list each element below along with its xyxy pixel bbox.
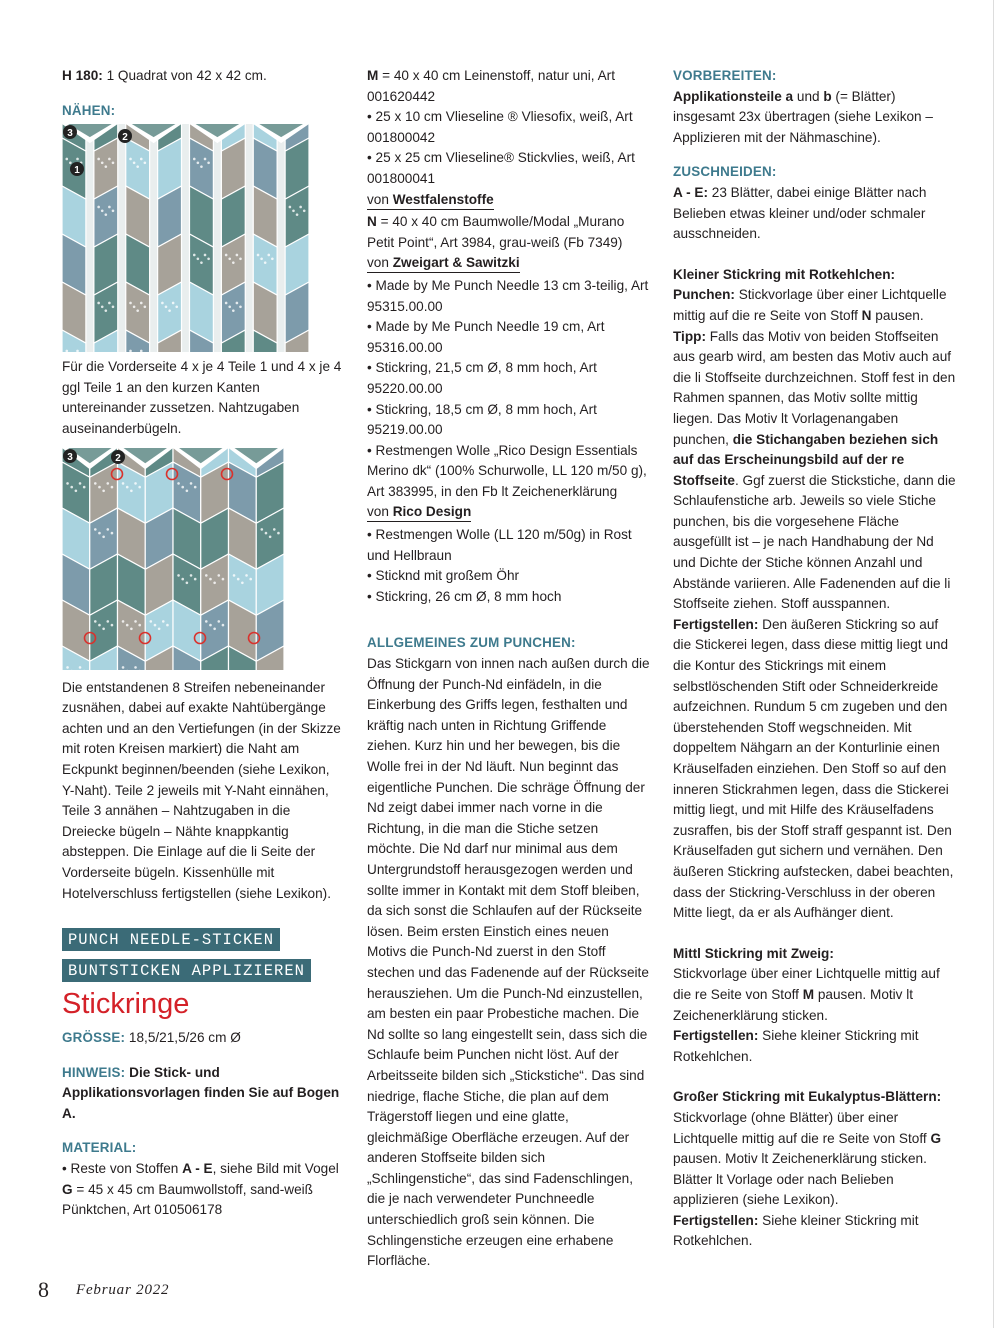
- fabric-dot: [150, 620, 153, 623]
- page-number: 8: [38, 1277, 49, 1302]
- fabric-dot: [66, 666, 69, 669]
- fabric-dot: [136, 310, 139, 313]
- large-ring-finish: Fertigstellen: Siehe kleiner Stickring mit Rotkehlchen.: [673, 1212, 919, 1249]
- fabric-dot: [106, 620, 109, 623]
- naehen-paragraph-2: Die entstandenen 8 Streifen nebeneinander zusnähen, dabei auf exakte Nahtübergänge achten und an den Vertiefungen (in der Skizze mit roten Kreisen markiert) die Naht am Eckpunkt beginnen/beenden (siehe Lexikon, Y-Naht). Teile 2 jeweils mit Y-Naht einnähen, Teile 3 annähen – Nahtzugaben in die Dreiecke bügeln – Nähte knappkantig absteppen. Die Einlage auf die li Seite der Vorderseite bügeln. Kissenhülle mit Hotelverschluss fertigstellen (siehe Lexikon).: [62, 679, 341, 901]
- fabric-dot: [277, 531, 280, 534]
- fabric-dot: [172, 302, 175, 305]
- naehen-heading: NÄHEN:: [62, 102, 116, 118]
- fabric-dot: [161, 302, 164, 305]
- fabric-dot: [197, 162, 200, 165]
- column-middle: [367, 66, 650, 1272]
- fabric-dot: [204, 158, 207, 161]
- fabric-dot: [111, 623, 114, 626]
- supplier-line: von Rico Design: [367, 502, 650, 523]
- fabric-dot: [129, 302, 132, 305]
- fabric-dot: [94, 482, 97, 485]
- fabric-dot: [228, 258, 231, 261]
- fabric-dot: [97, 302, 100, 305]
- fabric-dot: [79, 666, 82, 669]
- fabric-dot: [186, 581, 189, 584]
- fabric-dot: [194, 577, 197, 580]
- category-band-2: BUNTSTICKEN APPLIZIEREN: [62, 959, 344, 982]
- fabric-dot: [126, 623, 129, 626]
- supplier-line: von Westfalenstoffe: [367, 190, 650, 211]
- fabric-dot: [190, 574, 193, 577]
- fabric-dot: [106, 528, 109, 531]
- medium-ring-finish: Fertigstellen: Siehe kleiner Stickring mit Rotkehlchen.: [673, 1028, 919, 1064]
- fabric-dot: [138, 485, 141, 488]
- fabric-dot: [166, 623, 169, 626]
- fabric-dot: [269, 535, 272, 538]
- fabric-dot: [194, 485, 197, 488]
- material-item: • 25 x 25 cm Vlieseline® Stickvlies, weiß, Art 001800041: [367, 148, 650, 189]
- fabric-dot: [197, 258, 200, 261]
- medium-ring-heading: Mittl Stickring mit Zweig:: [673, 945, 834, 961]
- fabric-dot: [190, 482, 193, 485]
- fabric-dot: [111, 485, 114, 488]
- large-ring-heading: Großer Stickring mit Eukalyptus-Blättern:: [673, 1089, 942, 1105]
- fabric-dot: [239, 306, 242, 309]
- fabric-dot: [299, 206, 302, 209]
- fabric-dot: [126, 485, 129, 488]
- fabric-dot: [98, 531, 101, 534]
- svg-text:2: 2: [115, 452, 121, 464]
- fabric-dot: [217, 620, 220, 623]
- fabric-dot: [76, 158, 79, 161]
- fabric-dot: [101, 210, 104, 213]
- material-item: N = 40 x 40 cm Baumwolle/Modal „Murano Petit Point“, Art 3984, grau-weiß (Fb 7349): [367, 214, 625, 250]
- fabric-dot: [217, 574, 220, 577]
- material-item: M = 40 x 40 cm Leinenstoff, natur uni, Art 001620442: [367, 68, 615, 104]
- fabric-dot: [205, 620, 208, 623]
- diagram-marker: [63, 125, 77, 139]
- fabric-dot: [66, 482, 69, 485]
- fabric-dot: [245, 574, 248, 577]
- material-item: • Restmengen Wolle „Rico Design Essentials Merino dk“ (100% Schurwolle, LL 120 m/50 g), Art 383995, in den Fb lt Zeichenerklärung: [367, 441, 650, 503]
- fabric-dot: [130, 489, 133, 492]
- fabric-dot: [257, 254, 260, 257]
- fabric-dot: [296, 214, 299, 217]
- fabric-dot: [200, 166, 203, 169]
- fabric-dot: [177, 574, 180, 577]
- general-punching-heading: ALLGEMEINES ZUM PUNCHEN:: [367, 635, 576, 651]
- fabric-dot: [102, 489, 105, 492]
- fabric-dot: [108, 206, 111, 209]
- fabric-dot: [209, 623, 212, 626]
- fabric-dot: [69, 162, 72, 165]
- fabric-dot: [98, 623, 101, 626]
- fabric-dot: [112, 162, 115, 165]
- fabric-dot: [140, 302, 143, 305]
- small-ring-text: Punchen: Stickvorlage über einer Lichtquelle mittig auf die re Seite von Stoff N pausen. Tipp: Falls das Motiv von beiden Stoffseiten aus gearb wird, am besten das Motiv auch auf die li Stoffseite durchzeichnen. Stoff fest in den Rahmen spannen, das Motiv sollte mittig liegen. Das Motiv lt Vorlagenangaben punchen, die Stichangaben beziehen sich auf das Erscheinungsbild auf der re Stoffseite. Ggf zuerst die Stickstiche, dann die Schlaufenstiche arb. Jeweils so viele Stiche punchen, bis die vorgesehene Fläche ausgefüllt ist – je nach Handhabung der Nd und Dichte der Stiche können Anzahl und Abstände variieren. Alle Fadenenden auf die li Stoffseite ziehen. Stoff ausspannen.: [673, 287, 956, 612]
- medium-ring-text: Stickvorlage über einer Lichtquelle mittig auf die re Seite von Stoff M pausen. Motiv lt Zeichenerklärung sticken.: [673, 966, 940, 1023]
- material-item: G = 45 x 45 cm Baumwollstoff, sand-weiß Pünktchen, Art 010506178: [62, 1181, 313, 1218]
- fabric-dot: [175, 306, 178, 309]
- fabric-dot: [83, 485, 86, 488]
- fabric-dot: [134, 482, 137, 485]
- fabric-dot: [213, 581, 216, 584]
- naehen-paragraph-1: Für die Vorderseite 4 x je 4 Teile 1 und 4 x je 4 ggl Teile 1 an den kurzen Kanten untereinander zussetzen. Nahtzugaben auseinanderbügeln.: [62, 359, 342, 436]
- fabric-dot: [207, 258, 210, 261]
- fabric-dot: [97, 206, 100, 209]
- svg-text:3: 3: [67, 128, 73, 140]
- fabric-dot: [177, 482, 180, 485]
- fabric-dot: [97, 158, 100, 161]
- cutting-text: A - E: 23 Blätter, dabei einige Blätter nach Belieben etwas kleiner und/oder schmaler ausschneiden.: [673, 184, 927, 242]
- fabric-dot: [205, 574, 208, 577]
- sewing-diagram-strips: [62, 124, 309, 352]
- diagram-marker: [70, 162, 84, 176]
- general-punching-text: Das Stickgarn von innen nach außen durch die Öffnung der Punch-Nd einfädeln, in die Einkerbung des Griffs legen, festhalten und kräftig nach unten in Richtung Griffende ziehen. Kurz hin und her bewegen, bis die Wolle frei in der Nd läuft. Nun beginnt das eigentliche Punchen. Die schräge Öffnung der Nd zeigt dabei immer nach vorne in die Richtung, in die man die Stiche setzen möchte. Die Nd darf nur minimal aus dem Untergrundstoff herausgezogen werden und sollte immer in Kontakt mit dem Stoff bleiben, da sich sonst die Schlaufen auf der Rückseite lösen. Beim ersten Einstich eines neuen Motivs die Punch-Nd zuerst in den Stoff stechen und das Fadenende auf der Rückseite herausziehen. Um die Punch-Nd einzustellen, am besten ein paar Probestiche machen. Die Nd sollte so lang eingestellt sein, dass sich die Schlaufe beim Punchen nicht löst. Auf der Arbeitsseite bilden sich „Stickstiche“. Das sind niedrige, flache Stiche, die plan auf dem Trägerstoff liegen und eine glatte, gleichmäßige Oberfläche erzeugen. Auf der anderen Stoffseite bilden sich „Schlingenstiche“, das sind Fadenschlingen, die je nach verwendeter Punchneedle unterschiedlich groß sein können. Die Schlingenstiche erzeugen eine erhabene Florfläche.: [367, 656, 650, 1269]
- fabric-dot: [158, 627, 161, 630]
- category-band-1: PUNCH NEEDLE-STICKEN: [62, 928, 344, 951]
- fabric-dot: [204, 254, 207, 257]
- fabric-dot: [289, 206, 292, 209]
- material-item: • Sticknd mit großem Öhr: [367, 566, 650, 587]
- fabric-dot: [65, 158, 68, 161]
- fabric-dot: [144, 306, 147, 309]
- fabric-dot: [239, 258, 242, 261]
- fabric-dot: [181, 577, 184, 580]
- hint-line: HINWEIS: Die Stick- und Applikationsvorlagen finden Sie auf Bogen A.: [62, 1064, 340, 1121]
- material-item: • Made by Me Punch Needle 19 cm, Art 95316.00.00: [367, 317, 650, 358]
- prepare-text: Applikationsteile a und b (= Blätter) insgesamt 23x übertragen (siehe Lexikon – Applizieren mit der Nähmaschine).: [673, 88, 933, 145]
- material-item: • Made by Me Punch Needle 13 cm 3-teilig, Art 95315.00.00: [367, 276, 650, 317]
- fabric-dot: [122, 620, 125, 623]
- fabric-dot: [102, 535, 105, 538]
- fabric-dot: [165, 306, 168, 309]
- material-item: • Restmengen Wolle (LL 120 m/50g) in Rost und Hellbraun: [367, 525, 650, 566]
- diagram-marker: [118, 129, 132, 143]
- diagram-marker: [111, 450, 125, 464]
- fabric-dot: [222, 623, 225, 626]
- fabric-dot: [108, 158, 111, 161]
- fabric-dot: [181, 485, 184, 488]
- small-ring-finish: Fertigstellen: Den äußeren Stickring so auf die Stickerei legen, dass diese mittig liegt und die Kontur des Stickrings mit einem selbstlöschenden Stift oder Schneiderkreide aufzeichnen. Rundum 5 cm zugeben und den überstehenden Stoff wegschneiden. Mit doppeltem Nähgarn an der Konturlinie einen Kräuselfaden einziehen. Den Stoff so auf den inneren Stickrahmen legen, dass die Stickerei mittig liegt, und mit Hilfe des Kräuselfadens zusraffen, bis der Stoff straff gespannt ist. Den Kräuselfaden gut sichern und vernähen. Den äußeren Stickring aufstecken, dabei beachten, dass der Stickring-Verschluss in der oberen Mitte liegt, da er als Aufhänger dient.: [673, 616, 954, 921]
- cutting-heading: ZUSCHNEIDEN:: [673, 164, 777, 180]
- fabric-dot: [75, 489, 78, 492]
- svg-text:1: 1: [74, 165, 80, 177]
- fabric-dot: [271, 258, 274, 261]
- fabric-dot: [79, 482, 82, 485]
- fabric-dot: [134, 620, 137, 623]
- fabric-dot: [292, 210, 295, 213]
- material-item: • Stickring, 18,5 cm Ø, 8 mm hoch, Art 95219.00.00: [367, 400, 650, 441]
- material-item: • Stickring, 26 cm Ø, 8 mm hoch: [367, 587, 650, 608]
- fabric-dot: [101, 162, 104, 165]
- fabric-dot: [303, 210, 306, 213]
- project-title: Stickringe: [62, 988, 190, 1021]
- fabric-dot: [105, 166, 108, 169]
- fabric-dot: [133, 162, 136, 165]
- fabric-dot: [249, 577, 252, 580]
- fabric-dot: [260, 258, 263, 261]
- fabric-dot: [122, 666, 125, 669]
- fabric-dot: [207, 162, 210, 165]
- fabric-dot: [186, 489, 189, 492]
- fabric-dot: [232, 310, 235, 313]
- fabric-dot: [102, 627, 105, 630]
- fabric-dot: [273, 528, 276, 531]
- fabric-dot: [228, 306, 231, 309]
- fabric-dot: [154, 623, 157, 626]
- fabric-dot: [98, 485, 101, 488]
- fabric-dot: [233, 574, 236, 577]
- fabric-dot: [122, 482, 125, 485]
- fabric-dot: [168, 310, 171, 313]
- svg-text:3: 3: [67, 451, 73, 463]
- large-ring-text: Stickvorlage (ohne Blätter) über einer Lichtquelle mittig auf die re Seite von Stoff G pausen. Motiv lt Zeichenerklärung sticken. Blätter lt Vorlage oder nach Belieben applizieren (siehe Lexikon).: [673, 1109, 942, 1208]
- page-edge-line: [993, 0, 994, 1328]
- fabric-dot: [140, 158, 143, 161]
- fabric-dot: [236, 302, 239, 305]
- fabric-dot: [105, 310, 108, 313]
- fabric-dot: [264, 262, 267, 265]
- fabric-dot: [112, 306, 115, 309]
- column-left: [62, 66, 344, 1221]
- fabric-dot: [138, 623, 141, 626]
- material-heading: MATERIAL:: [62, 1140, 137, 1156]
- fabric-dot: [144, 162, 147, 165]
- sewing-diagram-assembled: [62, 448, 284, 670]
- fabric-dot: [112, 210, 115, 213]
- fabric-dot: [106, 482, 109, 485]
- fabric-dot: [94, 620, 97, 623]
- small-ring-heading: Kleiner Stickring mit Rotkehlchen:: [673, 266, 896, 282]
- fabric-dot: [225, 302, 228, 305]
- fabric-dot: [200, 262, 203, 265]
- fabric-dot: [209, 577, 212, 580]
- fabric-dot: [101, 306, 104, 309]
- fabric-dot: [111, 531, 114, 534]
- material-item: • 25 x 10 cm Vlieseline ® Vliesofix, weiß, Art 001800042: [367, 107, 650, 148]
- fabric-dot: [267, 254, 270, 257]
- supplier-line: von Zweigart & Sawitzki: [367, 253, 650, 274]
- diagram-marker: [63, 449, 77, 463]
- h180-line: H 180: 1 Quadrat von 42 x 42 cm.: [62, 68, 267, 83]
- fabric-dot: [70, 485, 73, 488]
- material-item: • Stickring, 21,5 cm Ø, 8 mm hoch, Art 95220.00.00: [367, 358, 650, 399]
- fabric-dot: [225, 254, 228, 257]
- fabric-dot: [261, 528, 264, 531]
- fabric-dot: [232, 262, 235, 265]
- fabric-dot: [94, 528, 97, 531]
- fabric-dot: [162, 620, 165, 623]
- fabric-dot: [213, 627, 216, 630]
- material-item: • Reste von Stoffen A - E, siehe Bild mit Vogel: [62, 1159, 344, 1180]
- issue-date: Februar 2022: [76, 1282, 170, 1298]
- fabric-dot: [222, 577, 225, 580]
- column-right: [673, 66, 957, 1252]
- fabric-dot: [265, 531, 268, 534]
- fabric-dot: [108, 302, 111, 305]
- svg-text:2: 2: [122, 132, 128, 144]
- fabric-dot: [129, 158, 132, 161]
- fabric-dot: [105, 214, 108, 217]
- fabric-dot: [193, 254, 196, 257]
- fabric-dot: [193, 158, 196, 161]
- fabric-dot: [130, 627, 133, 630]
- prepare-heading: VORBEREITEN:: [673, 68, 777, 83]
- fabric-dot: [136, 166, 139, 169]
- fabric-dot: [237, 577, 240, 580]
- fabric-dot: [241, 581, 244, 584]
- fabric-dot: [133, 306, 136, 309]
- fabric-dot: [134, 666, 137, 669]
- size-line: GRÖSSE: 18,5/21,5/26 cm Ø: [62, 1030, 241, 1046]
- fabric-dot: [236, 254, 239, 257]
